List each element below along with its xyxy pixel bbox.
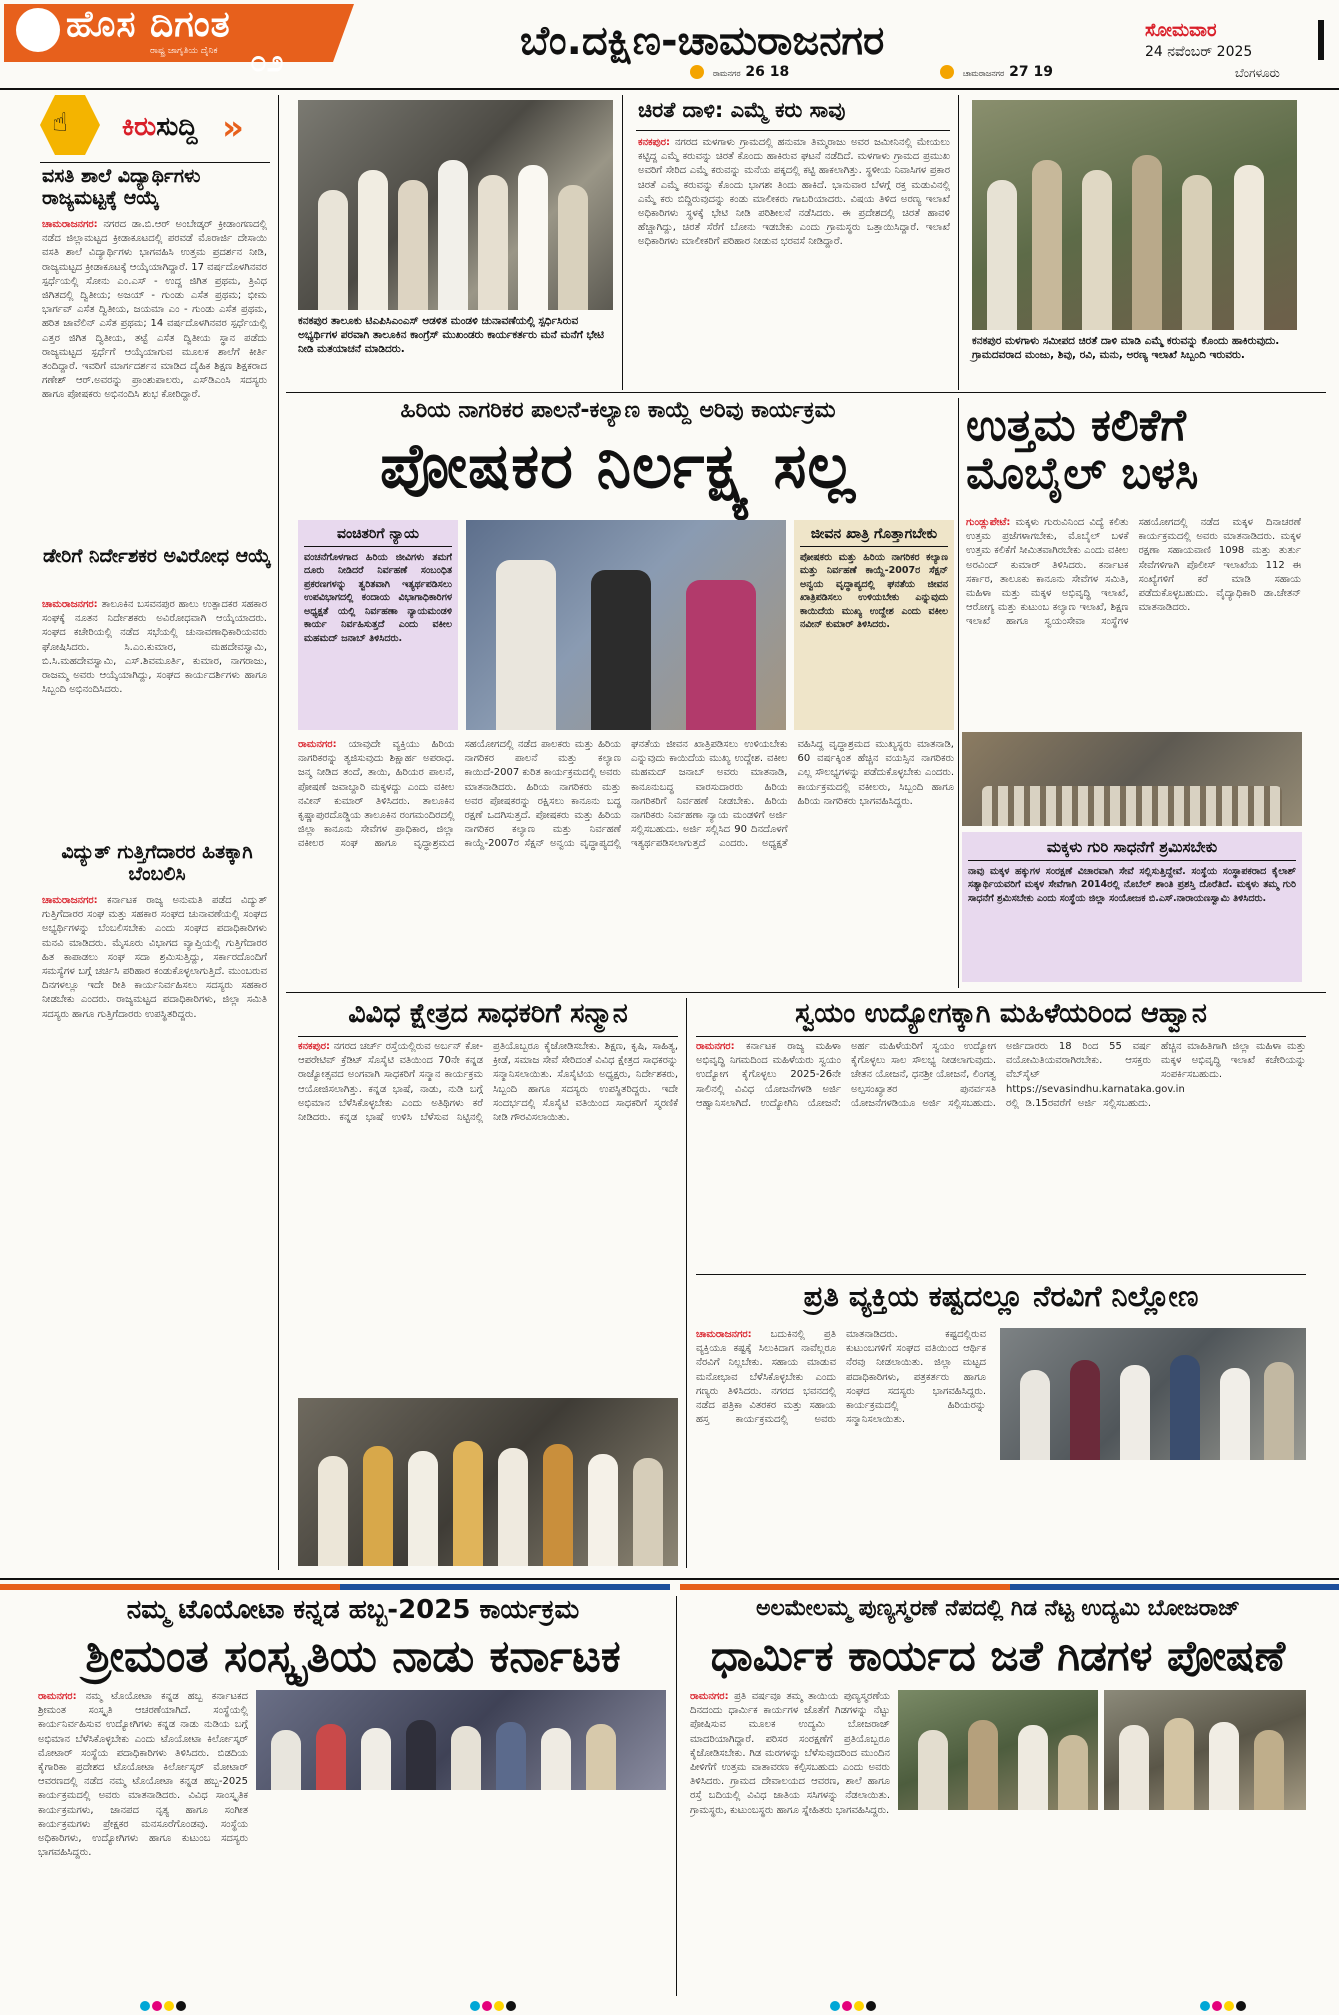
- issue-day: ಸೋಮವಾರ: [1145, 20, 1217, 41]
- headline-vasati: ವಸತಿ ಶಾಲೆ ವಿದ್ಯಾರ್ಥಿಗಳು ರಾಜ್ಯಮಟ್ಟಕ್ಕೆ ಆಯ್ಕೆ: [42, 165, 201, 209]
- photo-nerav: [1000, 1328, 1306, 1460]
- article-body: ತಾಲೂಕಿನ ಬಸವನಪುರ ಹಾಲು ಉತ್ಪಾದಕರ ಸಹಕಾರ ಸಂಘಕ್ಕೆ ನೂತನ ನಿರ್ದೇಶಕರು ಅವಿರೋಧವಾಗಿ ಆಯ್ಕೆಯಾದರು. ಸಂಘದ ಕಚೇರಿಯಲ್ಲಿ ನಡೆದ ಸಭೆಯಲ್ಲಿ ಚುನಾವಣಾಧಿಕಾರಿಯವರು ಘೋಷಿಸಿದರು. ಸಿ.ಎಂ.ಕುಮಾರ, ಮಹದೇವಸ್ವಾಮಿ, ಬಿ.ಸಿ.ಮಹದೇವಸ್ವಾಮಿ, ಎಸ್.ಶಿವಮೂರ್ತಿ, ಕುಮಾರ, ನಾಗರಾಜು, ರಾಜಮ್ಮ ಅವರು ಆಯ್ಕೆಯಾಗಿದ್ದು, ಸಂಘದ ಕಾರ್ಯದರ್ಶಿಗಳು ಹಾಗೂ ಸಿಬ್ಬಂದಿ ಅಭಿನಂದಿಸಿದರು.: [42, 599, 267, 696]
- article-body: ನಗರದ ಡಾ.ಬಿ.ಆರ್ ಅಂಬೇಡ್ಕರ್ ಕ್ರೀಡಾಂಗಣದಲ್ಲಿ ನಡೆದ ಜಿಲ್ಲಾಮಟ್ಟದ ಕ್ರೀಡಾಕೂಟದಲ್ಲಿ ಪರವಡೆ ಮೊರಾರ್ಜಿ ದೇಸಾಯಿ ವಸತಿ ಶಾಲೆ ವಿದ್ಯಾರ್ಥಿಗಳು ಭಾಗವಹಿಸಿ ಉತ್ತಮ ಪ್ರದರ್ಶನ ನೀಡಿ, ರಾಜ್ಯಮಟ್ಟದ ಕ್ರೀಡಾಕೂಟಕ್ಕೆ ಆಯ್ಕೆಯಾಗಿದ್ದಾರೆ. 17 ವರ್ಷದೊಳಗಿನವರ ಸ್ಪರ್ಧೆಯಲ್ಲಿ ಸೋನು ಎಂ.ಎಸ್ - ಉದ್ದ ಜಿಗಿತ ಪ್ರಥಮ, ತ್ರಿವಿಧ ಜಿಗಿತದಲ್ಲಿ ದ್ವಿತೀಯ; ಅಜಯ್ - ಗುಂಡು ಎಸೆತ ಪ್ರಥಮ; ಭೀಮ ಭಾರ್ಗವ್ ಎಸೆತ ದ್ವಿತೀಯ, ಜಯಮಾ ಎಂ - ಗುಂಡು ಎಸೆತ ಪ್ರಥಮ, ಹರಿತ ಜಾವೆಲಿನ್ ಎಸೆತ ಪ್ರಥಮ; 14 ವರ್ಷದೊಳಗಿನವರ ಸ್ಪರ್ಧೆಯಲ್ಲಿ ಎತ್ತರ ಜಿಗಿತ ದ್ವಿತೀಯ, ತಟ್ಟೆ ಎಸೆತ ದ್ವಿತೀಯ ಸ್ಥಾನ ಪಡೆದು ರಾಜ್ಯಮಟ್ಟದ ಸ್ಪರ್ಧೆಗೆ ಆಯ್ಕೆಯಾಗುವ ಮೂಲಕ ಶಾಲೆಗೆ ಕೀರ್ತಿ ತಂದಿದ್ದಾರೆ. ಇವರಿಗೆ ಮಾರ್ಗದರ್ಶನ ಮಾಡಿದ ದೈಹಿಕ ಶಿಕ್ಷಣ ಶಿಕ್ಷಕರಾದ ಗಣೇಶ್ ಆರ್.ಅವರನ್ನು ಪ್ರಾಂಶುಪಾಲರು, ಎಸ್‌ಡಿಎಂಸಿ ಸದಸ್ಯರು ಹಾಗೂ ಪೋಷಕರು ಅಭಿನಂದಿಸಿ ಶುಭ ಕೋರಿದ್ದಾರೆ.: [42, 219, 267, 401]
- headline-poshakara: ಪೋಷಕರ ನಿರ್ಲಕ್ಷ್ಯ ಸಲ್ಲ: [380, 429, 856, 502]
- hand-pointer-icon: ☝: [52, 108, 68, 138]
- column-rule: [622, 95, 623, 390]
- kicker-gida: ಅಲಮೇಲಮ್ಮ ಪುಣ್ಯಸ್ಮರಣೆ ನೆಪದಲ್ಲಿ ಗಿಡ ನೆಟ್ಟ ಉದ್ಯಮಿ ಬೋಜರಾಜ್: [755, 1596, 1241, 1621]
- weather-max: 26: [745, 64, 765, 80]
- article-swayam: [696, 1040, 1306, 1268]
- photo-gida-2: [1104, 1690, 1306, 1810]
- header-bar: [1318, 20, 1324, 60]
- kicker-poshakara: ಹಿರಿಯ ನಾಗರಿಕರ ಪಾಲನೆ-ಕಲ್ಯಾಣ ಕಾಯ್ದೆ ಅರಿವು ಕಾರ್ಯಕ್ರಮ: [400, 398, 836, 423]
- page-header: [0, 0, 1339, 88]
- article-mobile: [966, 516, 1301, 726]
- dateline: ರಾಮನಗರ:: [690, 1691, 729, 1702]
- photo-sanmana: [298, 1398, 678, 1566]
- photo-cheetah-site: [972, 100, 1297, 330]
- weather-city: ಚಾಮರಾಜನಗರ: [962, 69, 1005, 78]
- weather-city: ರಾಮನಗರ: [712, 69, 741, 78]
- section-rule: [286, 992, 1326, 993]
- article-nerav-cont: [1000, 1466, 1306, 1566]
- color-bar: [680, 1584, 1010, 1590]
- article-toyota: [38, 1690, 248, 1990]
- article-body: ಬದುಕಿನಲ್ಲಿ ಪ್ರತಿ ವ್ಯಕ್ತಿಯೂ ಕಷ್ಟಕ್ಕೆ ಸಿಲುಕಿದಾಗ ನಾವೆಲ್ಲರೂ ನೆರವಿಗೆ ನಿಲ್ಲಬೇಕು. ಸಹಾಯ ಮಾಡುವ ಮನೋಭಾವ ಬೆಳೆಸಿಕೊಳ್ಳಬೇಕು ಎಂದು ಗಣ್ಯರು ತಿಳಿಸಿದರು. ನಗರದ ಭವನದಲ್ಲಿ ನಡೆದ ಪತ್ರಿಕಾ ವಿತರಕರ ಮತ್ತು ಸಹಾಯ ಹಸ್ತ ಕಾರ್ಯಕ್ರಮದಲ್ಲಿ ಅವರು ಮಾತನಾಡಿದರು. ಕಷ್ಟದಲ್ಲಿರುವ ಕುಟುಂಬಗಳಿಗೆ ಸಂಘದ ವತಿಯಿಂದ ಆರ್ಥಿಕ ನೆರವು ನೀಡಲಾಯಿತು. ಜಿಲ್ಲಾ ಮಟ್ಟದ ಪದಾಧಿಕಾರಿಗಳು, ಪತ್ರಕರ್ತರು ಹಾಗೂ ಸಂಘದ ಸದಸ್ಯರು ಭಾಗವಹಿಸಿದ್ದರು. ಕಾರ್ಯಕ್ರಮದಲ್ಲಿ ಹಿರಿಯರನ್ನು ಸನ್ಮಾನಿಸಲಾಯಿತು.: [696, 1329, 986, 1426]
- sidebox-vanchitarige: [298, 520, 458, 730]
- kiru-badge-icon: [40, 95, 100, 155]
- headline-cheetah: ಚಿರತೆ ದಾಳಿ: ಎಮ್ಮೆ ಕರು ಸಾವು: [638, 98, 846, 122]
- article-sanmana: [298, 1040, 678, 1392]
- headline-vidyut: ವಿದ್ಯುತ್ ಗುತ್ತಿಗೆದಾರರ ಹಿತಕ್ಕಾಗಿ ಬೆಂಬಲಿಸಿ: [61, 841, 253, 885]
- article-body: ಪ್ರತಿ ವರ್ಷವೂ ತಮ್ಮ ತಾಯಿಯ ಪುಣ್ಯಸ್ಮರಣೆಯ ದಿನದಂದು ಧಾರ್ಮಿಕ ಕಾರ್ಯಗಳ ಜೊತೆಗೆ ಗಿಡಗಳನ್ನು ನೆಟ್ಟು ಪೋಷಿಸುವ ಮೂಲಕ ಉದ್ಯಮಿ ಬೋಜರಾಜ್ ಮಾದರಿಯಾಗಿದ್ದಾರೆ. ಪರಿಸರ ಸಂರಕ್ಷಣೆಗೆ ಪ್ರತಿಯೊಬ್ಬರೂ ಕೈಜೋಡಿಸಬೇಕು. ಗಿಡ ಮರಗಳನ್ನು ಬೆಳೆಸುವುದರಿಂದ ಮುಂದಿನ ಪೀಳಿಗೆಗೆ ಉತ್ತಮ ವಾತಾವರಣ ಕಲ್ಪಿಸಬಹುದು ಎಂದು ಅವರು ತಿಳಿಸಿದರು. ಗ್ರಾಮದ ದೇವಾಲಯದ ಆವರಣ, ಶಾಲೆ ಹಾಗೂ ರಸ್ತೆ ಬದಿಯಲ್ಲಿ ವಿವಿಧ ಜಾತಿಯ ಸಸಿಗಳನ್ನು ನೆಡಲಾಯಿತು. ಗ್ರಾಮಸ್ಥರು, ಕುಟುಂಬಸ್ಥರು ಹಾಗೂ ಸ್ನೇಹಿತರು ಭಾಗವಹಿಸಿದ್ದರು.: [690, 1691, 890, 1816]
- sidebox-jeevana: [794, 520, 954, 730]
- sidebox-body: ನಾವು ಮಕ್ಕಳ ಹಕ್ಕುಗಳ ಸಂರಕ್ಷಣೆ ವಿಚಾರವಾಗಿ ಸೇವೆ ಸಲ್ಲಿಸುತ್ತಿದ್ದೇವೆ. ಸಂಸ್ಥೆಯ ಸಂಸ್ಥಾಪಕರಾದ ಕೈಲಾಶ್ ಸತ್ಯಾರ್ಥಿಯವರಿಗೆ ಮಕ್ಕಳ ಸೇವೆಗಾಗಿ 2014ರಲ್ಲಿ ನೊಬೆಲ್ ಶಾಂತಿ ಪ್ರಶಸ್ತಿ ದೊರೆತಿದೆ. ಮಕ್ಕಳು ತಮ್ಮ ಗುರಿ ಸಾಧನೆಗೆ ಶ್ರಮಿಸಬೇಕು ಎಂದು ಸಂಸ್ಥೆಯ ಜಿಲ್ಲಾ ಸಂಯೋಜಕ ಬಿ.ಎಸ್.ನಾರಾಯಣಸ್ವಾಮಿ ತಿಳಿಸಿದರು.: [968, 866, 1296, 904]
- divider: [298, 1036, 678, 1037]
- dateline: ರಾಮನಗರ:: [298, 739, 337, 750]
- headline-dairy: ಡೇರಿಗೆ ನಿರ್ದೇಶಕರ ಅವಿರೋಧ ಆಯ್ಕೆ: [42, 545, 272, 567]
- issue-date: 24 ನವೆಂಬರ್ 2025: [1145, 44, 1253, 60]
- weather-min: 19: [1033, 64, 1053, 80]
- sidebox-body: ವಂಚನೆಗೊಳಗಾದ ಹಿರಿಯ ಜೀವಿಗಳು ತಮಗೆ ದೂರು ನೀಡಿದರೆ ನಿರ್ವಹಣೆ ಸಂಬಂಧಿತ ಪ್ರಕರಣಗಳನ್ನು ತ್ವರಿತವಾಗಿ ಇತ್ಯರ್ಥಪಡಿಸಲು ಉಪವಿಭಾಗದಲ್ಲಿ ಕಂದಾಯ ವಿಭಾಗಾಧಿಕಾರಿಗಳ ಅಧ್ಯಕ್ಷತೆ ಯಲ್ಲಿ ನಿರ್ವಹಣಾ ನ್ಯಾಯಮಂಡಳಿ ಕಾರ್ಯ ನಿರ್ವಹಿಸುತ್ತದೆ ಎಂದು ವಕೀಲ ಮಹಮದ್ ಜನಾಬ್ ತಿಳಿಸಿದರು.: [304, 552, 452, 644]
- chevron-right-icon: »: [222, 108, 244, 148]
- article-vidyut: [42, 894, 267, 1574]
- photo-poshakara-event: [466, 520, 786, 730]
- article-vasati: [42, 218, 267, 540]
- column-rule: [958, 398, 959, 988]
- photo-tapcms: [298, 100, 613, 310]
- weather-ramanagara: [690, 64, 789, 80]
- headline-nerav: ಪ್ರತಿ ವ್ಯಕ್ತಿಯ ಕಷ್ಟದಲ್ಲೂ ನೆರವಿಗೆ ನಿಲ್ಲೋಣ: [803, 1279, 1199, 1313]
- article-dairy: [42, 598, 267, 834]
- article-cheetah: [638, 136, 950, 386]
- color-bar: [0, 1584, 340, 1590]
- article-gida: [690, 1690, 890, 1990]
- dateline: ಚಾಮರಾಜನಗರ:: [42, 895, 98, 906]
- masthead-name: ಹೊಸ ದಿಗಂತ: [66, 4, 231, 45]
- caption-tapcms: ಕನಕಪುರ ತಾಲೂಕು ಟಿಎಪಿಸಿಎಂಎಸ್ ಆಡಳಿತ ಮಂಡಳಿ ಚುನಾವಣೆಯಲ್ಲಿ ಸ್ಪರ್ಧಿಸಿರುವ ಅಭ್ಯರ್ಥಿಗಳ ಪರವಾಗಿ ತಾಲೂಕಿನ ಕಾಂಗ್ರೆಸ್ ಮುಖಂಡರು ಕಾರ್ಯಕರ್ತರು ಮನೆ ಮನೆಗೆ ಭೇಟಿ ನೀಡಿ ಮತಯಾಚನೆ ಮಾಡಿದರು.: [298, 315, 604, 356]
- article-body: ನಗರದ ಚರ್ಚ್ ರಸ್ತೆಯಲ್ಲಿರುವ ಅರ್ಬನ್ ಕೋ-ಆಪರೇಟಿವ್ ಕ್ರೆಡಿಟ್ ಸೊಸೈಟಿ ವತಿಯಿಂದ 70ನೇ ಕನ್ನಡ ರಾಜ್ಯೋತ್ಸವದ ಅಂಗವಾಗಿ ಸಾಧಕರಿಗೆ ಸನ್ಮಾನ ಕಾರ್ಯಕ್ರಮ ಆಯೋಜಿಸಲಾಗಿತ್ತು. ಕನ್ನಡ ಭಾಷೆ, ನಾಡು, ನುಡಿ ಬಗ್ಗೆ ಅಭಿಮಾನ ಬೆಳೆಸಿಕೊಳ್ಳಬೇಕು ಎಂದು ಅತಿಥಿಗಳು ಕರೆ ನೀಡಿದರು. ಕನ್ನಡ ಭಾಷೆ ಉಳಿಸಿ ಬೆಳೆಸುವ ನಿಟ್ಟಿನಲ್ಲಿ ಪ್ರತಿಯೊಬ್ಬರೂ ಕೈಜೋಡಿಸಬೇಕು. ಶಿಕ್ಷಣ, ಕೃಷಿ, ಸಾಹಿತ್ಯ, ಕ್ರೀಡೆ, ಸಮಾಜ ಸೇವೆ ಸೇರಿದಂತೆ ವಿವಿಧ ಕ್ಷೇತ್ರದ ಸಾಧಕರನ್ನು ಸನ್ಮಾನಿಸಲಾಯಿತು. ಸೊಸೈಟಿಯ ಅಧ್ಯಕ್ಷರು, ನಿರ್ದೇಶಕರು, ಸಿಬ್ಬಂದಿ ಹಾಗೂ ಸದಸ್ಯರು ಉಪಸ್ಥಿತರಿದ್ದರು. ಇದೇ ಸಂದರ್ಭದಲ್ಲಿ ಸೊಸೈಟಿ ವತಿಯಿಂದ ಸಾಧಕರಿಗೆ ಸ್ಮರಣಿಕೆ ನೀಡಿ ಗೌರವಿಸಲಾಯಿತು.: [298, 1041, 678, 1123]
- divider: [40, 162, 270, 163]
- article-body: ನಮ್ಮ ಟೊಯೋಟಾ ಕನ್ನಡ ಹಬ್ಬ ಕರ್ನಾಟಕದ ಶ್ರೀಮಂತ ಸಂಸ್ಕೃತಿ ಆಚರಣೆಯಾಗಿದೆ. ಸಂಸ್ಥೆಯಲ್ಲಿ ಕಾರ್ಯನಿರ್ವಹಿಸುವ ಉದ್ಯೋಗಿಗಳು ಕನ್ನಡ ನಾಡು ನುಡಿಯ ಬಗ್ಗೆ ಅಭಿಮಾನ ಬೆಳೆಸಿಕೊಳ್ಳಬೇಕು ಎಂದು ಟೊಯೋಟಾ ಕಿರ್ಲೋಸ್ಕರ್ ಮೋಟಾರ್ ಸಂಸ್ಥೆಯ ಪದಾಧಿಕಾರಿಗಳು ತಿಳಿಸಿದರು. ಬಿಡದಿಯ ಕೈಗಾರಿಕಾ ಪ್ರದೇಶದ ಟೊಯೋಟಾ ಕಿರ್ಲೋಸ್ಕರ್ ಮೋಟಾರ್ ಆವರಣದಲ್ಲಿ ನಡೆದ ನಮ್ಮ ಟೊಯೋಟಾ ಕನ್ನಡ ಹಬ್ಬ-2025 ಕಾರ್ಯಕ್ರಮದಲ್ಲಿ ಅವರು ಮಾತನಾಡಿದರು. ವಿವಿಧ ಸಾಂಸ್ಕೃತಿಕ ಕಾರ್ಯಕ್ರಮಗಳು, ಜಾನಪದ ನೃತ್ಯ ಹಾಗೂ ಸಂಗೀತ ಕಾರ್ಯಕ್ರಮಗಳು ಪ್ರೇಕ್ಷಕರ ಮನಸೂರೆಗೊಂಡವು. ಸಂಸ್ಥೆಯ ಅಧಿಕಾರಿಗಳು, ಉದ್ಯೋಗಿಗಳು ಹಾಗೂ ಕುಟುಂಬ ಸದಸ್ಯರು ಭಾಗವಹಿಸಿದ್ದರು.: [38, 1691, 248, 1859]
- column-rule: [278, 95, 279, 1570]
- headline-toyota: ಶ್ರೀಮಂತ ಸಂಸ್ಕೃತಿಯ ನಾಡು ಕರ್ನಾಟಕ: [85, 1631, 621, 1682]
- photo-toyota: [256, 1690, 666, 1790]
- sun-icon: [690, 65, 704, 79]
- section-rule: [0, 1578, 1339, 1580]
- article-body: ಯಾವುದೇ ವ್ಯಕ್ತಿಯು ಹಿರಿಯ ನಾಗರಿಕರನ್ನು ತ್ಯಜಿಸುವುದು ಶಿಕ್ಷಾರ್ಹ ಅಪರಾಧ. ಜನ್ಮ ನೀಡಿದ ತಂದೆ, ತಾಯಿ, ಹಿರಿಯರ ಪಾಲನೆ, ಪೋಷಣೆ ಜವಾಬ್ದಾರಿ ಮಕ್ಕಳದ್ದು ಎಂದು ವಕೀಲ ನವೀನ್ ಕುಮಾರ್ ತಿಳಿಸಿದರು. ತಾಲೂಕಿನ ಕೃಷ್ಣಾಪುರದೊಡ್ಡಿಯ ತಾಲೂಕಿನ ರಂಗಮಂದಿರದಲ್ಲಿ ಜಿಲ್ಲಾ ಕಾನೂನು ಸೇವೆಗಳ ಪ್ರಾಧಿಕಾರ, ಜಿಲ್ಲಾ ವಕೀಲರ ಸಂಘ ಹಾಗೂ ವೃದ್ಧಾಶ್ರಮದ ಸಹಯೋಗದಲ್ಲಿ ನಡೆದ ಪಾಲಕರು ಮತ್ತು ಹಿರಿಯ ನಾಗರಿಕರ ಪಾಲನೆ ಮತ್ತು ಕಲ್ಯಾಣ ಕಾಯಿದೆ-2007 ಕುರಿತ ಕಾರ್ಯಕ್ರಮದಲ್ಲಿ ಅವರು ಮಾತನಾಡಿದರು. ಹಿರಿಯ ನಾಗರಿಕರು ಮತ್ತು ಅವರ ಪೋಷಕರನ್ನು ರಕ್ಷಿಸಲು ಕಾನೂನು ಬದ್ಧ ರಕ್ಷಣೆ ಒದಗಿಸುತ್ತದೆ. ಪೋಷಕರು ಮತ್ತು ಹಿರಿಯ ನಾಗರಿಕರ ಕಲ್ಯಾಣ ಮತ್ತು ನಿರ್ವಹಣೆ ಕಾಯ್ದೆ-2007ರ ಸೆಕ್ಷನ್ ಅನ್ವಯ ವೃದ್ಧಾಪ್ಯದಲ್ಲಿ ಘನತೆಯ ಜೀವನ ಖಾತ್ರಿಪಡಿಸಲು ಉಳಿಯಬೇಕು ಎನ್ನುವುದು ಕಾಯಿದೆಯ ಮುಖ್ಯ ಉದ್ದೇಶ. ವಕೀಲ ಮಹಮದ್ ಜನಾಬ್ ಅವರು ಮಾತನಾಡಿ, ಕಾನೂನುಬದ್ಧ ವಾರಸುದಾರರು ಹಿರಿಯ ನಾಗರಿಕರಿಗೆ ನಿರ್ವಹಣೆ ನೀಡಬೇಕು. ಹಿರಿಯ ನಾಗರಿಕರು ನಿರ್ವಹಣಾ ನ್ಯಾಯ ಮಂಡಳಿಗೆ ಅರ್ಜಿ ಸಲ್ಲಿಸಬಹುದು. ಅರ್ಜಿ ಸಲ್ಲಿಸಿದ 90 ದಿನದೊಳಗೆ ಇತ್ಯರ್ಥಪಡಿಸಲಾಗುತ್ತದೆ ಎಂದರು. ಅಧ್ಯಕ್ಷತೆ ವಹಿಸಿದ್ದ ವೃದ್ಧಾಶ್ರಮದ ಮುಖ್ಯಸ್ಥರು ಮಾತನಾಡಿ, 60 ವರ್ಷಕ್ಕಿಂತ ಹೆಚ್ಚಿನ ವಯಸ್ಸಿನ ನಾಗರಿಕರು ಎಲ್ಲ ಸೌಲಭ್ಯಗಳನ್ನು ಪಡೆದುಕೊಳ್ಳಬೇಕು ಎಂದರು. ಕಾರ್ಯಕ್ರಮದಲ್ಲಿ ವಕೀಲರು, ಸಿಬ್ಬಂದಿ ಹಾಗೂ ಹಿರಿಯ ನಾಗರಿಕರು ಭಾಗವಹಿಸಿದ್ದರು.: [298, 739, 954, 850]
- dateline: ಕನಕಪುರ:: [638, 137, 670, 148]
- sidebox-title: ಮಕ್ಕಳು ಗುರಿ ಸಾಧನೆಗೆ ಶ್ರಮಿಸಬೇಕು: [1046, 838, 1218, 856]
- sidebox-body: ಪೋಷಕರು ಮತ್ತು ಹಿರಿಯ ನಾಗರಿಕರ ಕಲ್ಯಾಣ ಮತ್ತು ನಿರ್ವಹಣೆ ಕಾಯ್ದೆ-2007ರ ಸೆಕ್ಷನ್ ಅನ್ವಯ ವೃದ್ಧಾಪ್ಯದಲ್ಲಿ ಘನತೆಯ ಜೀವನ ಖಾತ್ರಿಪಡಿಸಲು ಉಳಿಯಬೇಕು ಎನ್ನುವುದು ಕಾಯಿದೆಯ ಮುಖ್ಯ ಉದ್ದೇಶ ಎಂದು ವಕೀಲ ನವೀನ್ ಕುಮಾರ್ ತಿಳಿಸಿದರು.: [800, 552, 948, 631]
- photo-gida-1: [898, 1690, 1098, 1810]
- edition-title: ಬೆಂ.ದಕ್ಷಿಣ-ಚಾಮರಾಜನಗರ: [520, 18, 885, 64]
- article-toyota-cont: [256, 1796, 666, 1990]
- column-rule: [686, 998, 687, 1568]
- divider: [696, 1036, 1306, 1037]
- kiru-suddi-title: ಕಿರುಸುದ್ದಿ: [122, 112, 198, 142]
- article-nerav: [696, 1328, 986, 1568]
- article-poshakara: [298, 738, 954, 988]
- registration-marks: [830, 1996, 878, 2015]
- article-gida-cont: [898, 1816, 1306, 1990]
- weather-max: 27: [1009, 64, 1029, 80]
- divider: [636, 130, 950, 131]
- column-rule: [676, 1596, 677, 1996]
- registration-marks: [1200, 1996, 1248, 2015]
- color-bar: [340, 1584, 670, 1590]
- caption-cheetah: ಕನಕಪುರ ಮಳಗಾಳು ಸಮೀಪದ ಚಿರತೆ ದಾಳಿ ಮಾಡಿ ಎಮ್ಮೆ ಕರುವನ್ನು ಕೊಂದು ಹಾಕಿರುವುದು. ಗ್ರಾಮದವರಾದ ಮಂಜು, ಶಿವು, ರವಿ, ಮನು, ಅರಣ್ಯ ಇಲಾಖೆ ಸಿಬ್ಬಂದಿ ಇರುವರು.: [972, 335, 1280, 362]
- column-rule: [958, 95, 959, 390]
- article-body: ಕರ್ನಾಟಕ ರಾಜ್ಯ ಮಹಿಳಾ ಅಭಿವೃದ್ಧಿ ನಿಗಮದಿಂದ ಮಹಿಳೆಯರು ಸ್ವಯಂ ಉದ್ಯೋಗ ಕೈಗೊಳ್ಳಲು 2025-26ನೇ ಸಾಲಿನಲ್ಲಿ ವಿವಿಧ ಯೋಜನೆಗಳಡಿ ಅರ್ಜಿ ಆಹ್ವಾನಿಸಲಾಗಿದೆ. ಉದ್ಯೋಗಿನಿ ಯೋಜನೆ: ಅರ್ಹ ಮಹಿಳೆಯರಿಗೆ ಸ್ವಯಂ ಉದ್ಯೋಗ ಕೈಗೊಳ್ಳಲು ಸಾಲ ಸೌಲಭ್ಯ ನೀಡಲಾಗುವುದು. ಚೇತನ ಯೋಜನೆ, ಧನಶ್ರೀ ಯೋಜನೆ, ಲಿಂಗತ್ವ ಅಲ್ಪಸಂಖ್ಯಾತರ ಪುನರ್ವಸತಿ ಯೋಜನೆಗಳಡಿಯೂ ಅರ್ಜಿ ಸಲ್ಲಿಸಬಹುದು. ಅರ್ಜಿದಾರರು 18 ರಿಂದ 55 ವರ್ಷ ವಯೋಮಿತಿಯವರಾಗಿರಬೇಕು. ಆಸಕ್ತರು ವೆಬ್‌ಸೈಟ್ https://sevasindhu.karnataka.gov.in ರಲ್ಲಿ ಡಿ.15ರವರೆಗೆ ಅರ್ಜಿ ಸಲ್ಲಿಸಬಹುದು. ಹೆಚ್ಚಿನ ಮಾಹಿತಿಗಾಗಿ ಜಿಲ್ಲಾ ಮಹಿಳಾ ಮತ್ತು ಮಕ್ಕಳ ಅಭಿವೃದ್ಧಿ ಇಲಾಖೆ ಕಚೇರಿಯನ್ನು ಸಂಪರ್ಕಿಸಬಹುದು.: [696, 1041, 1306, 1109]
- dateline: ಚಾಮರಾಜನಗರ:: [696, 1329, 752, 1340]
- logo-icon: [16, 8, 60, 52]
- headline-mobile: ಉತ್ತಮ ಕಲಿಕೆಗೆ ಮೊಬೈಲ್ ಬಳಸಿ: [966, 400, 1199, 500]
- registration-marks: [470, 1996, 518, 2015]
- weather-chamarajanagara: [940, 64, 1053, 80]
- registration-marks: [140, 1996, 188, 2015]
- kicker-toyota: ನಮ್ಮ ಟೊಯೋಟಾ ಕನ್ನಡ ಹಬ್ಬ-2025 ಕಾರ್ಯಕ್ರಮ: [126, 1595, 580, 1625]
- sidebox-title: ಜೀವನ ಖಾತ್ರಿ ಗೊತ್ತಾಗಬೇಕು: [810, 526, 938, 542]
- sun-icon: [940, 65, 954, 79]
- headline-swayam: ಸ್ವಯಂ ಉದ್ಯೋಗಕ್ಕಾಗಿ ಮಹಿಳೆಯರಿಂದ ಆಹ್ವಾನ: [795, 998, 1207, 1029]
- weather-min: 18: [769, 64, 790, 80]
- page-number: ೦೨: [250, 44, 284, 79]
- headline-gida: ಧಾರ್ಮಿಕ ಕಾರ್ಯದ ಜತೆ ಗಿಡಗಳ ಪೋಷಣೆ: [710, 1631, 1286, 1680]
- dateline: ಕನಕಪುರ:: [298, 1041, 330, 1052]
- color-bar: [1010, 1584, 1339, 1590]
- sidebox-title: ವಂಚಿತರಿಗೆ ನ್ಯಾಯ: [336, 526, 420, 542]
- issue-city: ಬೆಂಗಳೂರು: [1235, 66, 1280, 80]
- photo-mobile-children: [962, 732, 1302, 826]
- dateline: ರಾಮನಗರ:: [38, 1691, 77, 1702]
- masthead-tagline: ರಾಷ್ಟ್ರ ಜಾಗೃತಿಯ ದೈನಿಕ: [150, 46, 218, 56]
- dateline: ಗುಂಡ್ಲುಪೇಟೆ:: [966, 517, 1011, 528]
- header-rule: [0, 88, 1339, 90]
- headline-sanmana: ವಿವಿಧ ಕ್ಷೇತ್ರದ ಸಾಧಕರಿಗೆ ಸನ್ಮಾನ: [348, 998, 628, 1029]
- dateline: ರಾಮನಗರ:: [696, 1041, 735, 1052]
- dateline: ಚಾಮರಾಜನಗರ:: [42, 219, 98, 230]
- dateline: ಚಾಮರಾಜನಗರ:: [42, 599, 98, 610]
- sidebox-guri: [962, 832, 1302, 982]
- article-body: ಕರ್ನಾಟಕ ರಾಜ್ಯ ಅನುಮತಿ ಪಡೆದ ವಿದ್ಯುತ್ ಗುತ್ತಿಗೆದಾರರ ಸಂಘ ಮತ್ತು ಸಹಕಾರ ಸಂಘದ ಚುನಾವಣೆಯಲ್ಲಿ ಸಂಘದ ಅಭ್ಯರ್ಥಿಗಳನ್ನು ಬೆಂಬಲಿಸಬೇಕು ಎಂದು ಸಂಘದ ಪದಾಧಿಕಾರಿಗಳು ಮನವಿ ಮಾಡಿದರು. ಮೈಸೂರು ವಿಭಾಗದ ವ್ಯಾಪ್ತಿಯಲ್ಲಿ ಗುತ್ತಿಗೆದಾರರ ಹಿತ ಕಾಪಾಡಲು ಸಂಘ ಸದಾ ಶ್ರಮಿಸುತ್ತಿದ್ದು, ಸರ್ಕಾರದೊಂದಿಗೆ ಸಮಸ್ಯೆಗಳ ಬಗ್ಗೆ ಚರ್ಚಿಸಿ ಪರಿಹಾರ ಕಂಡುಕೊಳ್ಳಲಾಗುತ್ತಿದೆ. ಮುಂಬರುವ ದಿನಗಳಲ್ಲೂ ಇದೇ ರೀತಿ ಕಾರ್ಯನಿರ್ವಹಿಸಲು ಸದಸ್ಯರು ಸಹಕಾರ ನೀಡಬೇಕು ಎಂದರು. ರಾಜ್ಯಮಟ್ಟದ ಪದಾಧಿಕಾರಿಗಳು, ಜಿಲ್ಲಾ ಸಮಿತಿ ಸದಸ್ಯರು ಹಾಗೂ ಗುತ್ತಿಗೆದಾರರು ಉಪಸ್ಥಿತರಿದ್ದರು.: [42, 895, 267, 1020]
- article-body: ಮಕ್ಕಳು ಗುರುವಿನಿಂದ ವಿದ್ಯೆ ಕಲಿತು ಉತ್ತಮ ಪ್ರಜೆಗಳಾಗಬೇಕು, ಮೊಬೈಲ್ ಬಳಕೆ ಉತ್ತಮ ಕಲಿಕೆಗೆ ಸೀಮಿತವಾಗಿರಬೇಕು ಎಂದು ವಕೀಲ ಅರವಿಂದ್ ಕುಮಾರ್ ತಿಳಿಸಿದರು. ಕರ್ನಾಟಕ ಸರ್ಕಾರ, ತಾಲೂಕು ಕಾನೂನು ಸೇವೆಗಳ ಸಮಿತಿ, ಮಹಿಳಾ ಮತ್ತು ಮಕ್ಕಳ ಅಭಿವೃದ್ಧಿ ಇಲಾಖೆ, ಆರೋಗ್ಯ ಮತ್ತು ಕುಟುಂಬ ಕಲ್ಯಾಣ ಇಲಾಖೆ, ಶಿಕ್ಷಣ ಇಲಾಖೆ ಹಾಗೂ ಸ್ವಯಂಸೇವಾ ಸಂಸ್ಥೆಗಳ ಸಹಯೋಗದಲ್ಲಿ ನಡೆದ ಮಕ್ಕಳ ದಿನಾಚರಣೆ ಕಾರ್ಯಕ್ರಮದಲ್ಲಿ ಅವರು ಮಾತನಾಡಿದರು. ಮಕ್ಕಳ ರಕ್ಷಣಾ ಸಹಾಯವಾಣಿ 1098 ಮತ್ತು ತುರ್ತು ಸೇವೆಗಳಿಗಾಗಿ ಪೊಲೀಸ್ ಇಲಾಖೆಯ 112 ಈ ಸಂಖ್ಯೆಗಳಿಗೆ ಕರೆ ಮಾಡಿ ಸಹಾಯ ಪಡೆದುಕೊಳ್ಳಬಹುದು. ವೈದ್ಯಾಧಿಕಾರಿ ಡಾ.ಚೇತನ್ ಮಾತನಾಡಿದರು.: [966, 517, 1301, 628]
- section-rule: [286, 392, 1326, 393]
- article-body: ನಗರದ ಮಳಗಾಳು ಗ್ರಾಮದಲ್ಲಿ ಹನುಮಾ ತಿಮ್ಮರಾಜು ಅವರ ಜಮೀನಿನಲ್ಲಿ ಮೇಯಲು ಕಟ್ಟಿದ್ದ ಎಮ್ಮೆ ಕರುವನ್ನು ಚಿರತೆ ಕೊಂದು ಹಾಕಿರುವ ಘಟನೆ ನಡೆದಿದೆ. ಮಳಗಾಳು ಗ್ರಾಮದ ಪ್ರಮುಖ ಅವರಿಗೆ ಸೇರಿದ ಎಮ್ಮೆ ಕರುವನ್ನು ಮನೆಯ ಪಕ್ಕದಲ್ಲಿ ಕಟ್ಟಿ ಹಾಕಲಾಗಿತ್ತು. ಸ್ಥಳೀಯ ನಿವಾಸಿಗಳ ಪ್ರಕಾರ ಚಿರತೆ ಎಮ್ಮೆ ಕರುವನ್ನು ಕೊಂದು ಭಾಗಶಃ ತಿಂದು ಹಾಕಿದೆ. ಭಾನುವಾರ ಬೆಳಗ್ಗೆ ರಕ್ತ ಮಡುವಿನಲ್ಲಿ ಎಮ್ಮೆ ಕರು ಬಿದ್ದಿರುವುದನ್ನು ಕಂಡು ಮಾಲೀಕರು ಗಾಬರಿಯಾದರು. ವಿಷಯ ತಿಳಿದ ಅರಣ್ಯ ಇಲಾಖೆ ಅಧಿಕಾರಿಗಳು ಸ್ಥಳಕ್ಕೆ ಭೇಟಿ ನೀಡಿ ಪರಿಶೀಲನೆ ನಡೆಸಿದರು. ಈ ಪ್ರದೇಶದಲ್ಲಿ ಚಿರತೆ ಹಾವಳಿ ಹೆಚ್ಚಾಗಿದ್ದು, ಚಿರತೆ ಸೆರೆಗೆ ಬೋನು ಇಡಬೇಕು ಎಂದು ಗ್ರಾಮಸ್ಥರು ಒತ್ತಾಯಿಸಿದ್ದಾರೆ. ಇಲಾಖೆ ಅಧಿಕಾರಿಗಳು ಮಾಲೀಕರಿಗೆ ಪರಿಹಾರ ನೀಡುವ ಭರವಸೆ ನೀಡಿದ್ದಾರೆ.: [638, 137, 950, 248]
- divider: [696, 1274, 1306, 1275]
